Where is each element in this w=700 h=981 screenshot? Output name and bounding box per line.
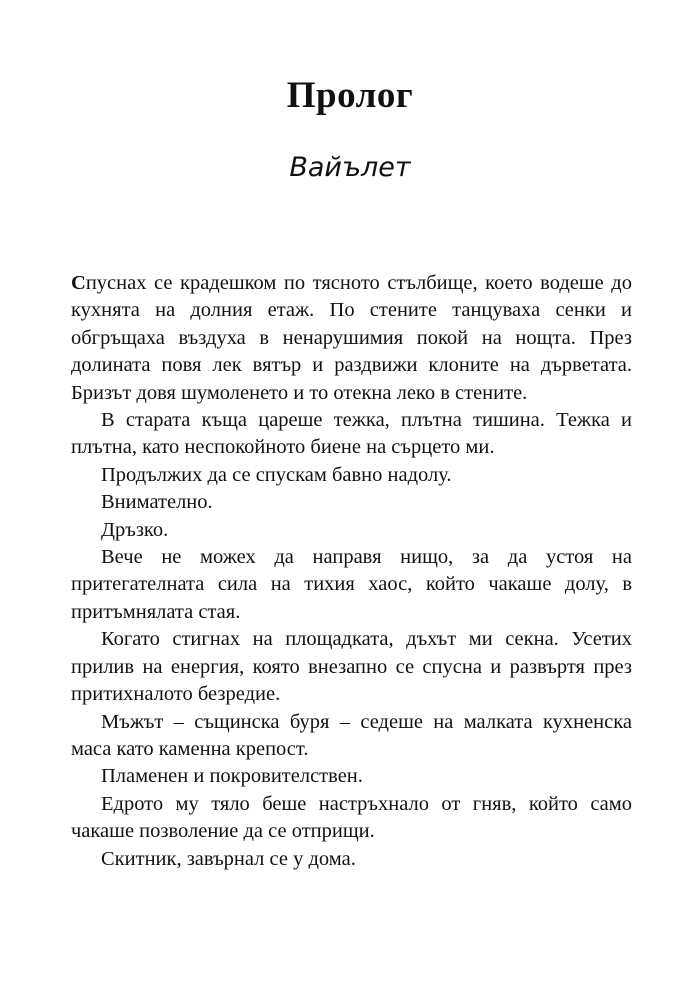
chapter-title: Пролог: [286, 75, 414, 116]
paragraph-6: Вече не можех да направя нищо, за да устоя на притегателната сила на тихия хаос, който чакаше долу, в притъмнялата стая.: [71, 546, 632, 623]
paragraph-11: Скитник, завърнал се у дома.: [101, 847, 356, 870]
paragraph-5: Дръзко.: [101, 518, 169, 541]
chapter-body: [71, 270, 632, 873]
drop-letter: С: [71, 272, 86, 294]
paragraph-10: Едрото му тяло беше настръхнало от гняв, който само чакаше позволение да се отприщи.: [71, 792, 632, 843]
paragraph-text: пуснах се крадешком по тясното стълбище, което водеше до кухнята на долния етаж. По стените танцуваха сенки и обгръщаха въздуха в ненарушимия покой на нощта. През долината повя лек вятър и раздвижи клоните на дърветата. Бризът довя шумоленето и то отекна леко в стените.: [71, 272, 632, 404]
paragraph-4: Внимателно.: [101, 491, 213, 514]
paragraph-7: Когато стигнах на площадката, дъхът ми секна. Усетих прилив на енергия, която внезапно се спусна и развъртя през притихналото безредие.: [71, 628, 632, 706]
paragraph-8: Мъжът – същинска буря – седеше на малката кухненска маса като каменна крепост.: [71, 710, 632, 760]
chapter-subtitle: Вайълет: [289, 152, 411, 183]
paragraph-9: Пламенен и покровителствен.: [101, 765, 363, 788]
paragraph-2: В старата къща цареше тежка, плътна тишина. Тежка и плътна, като неспокойното биене на сърцето ми.: [71, 409, 632, 459]
paragraph-3: Продължих да се спускам бавно надолу.: [101, 463, 452, 486]
paragraph-1: [71, 270, 632, 407]
